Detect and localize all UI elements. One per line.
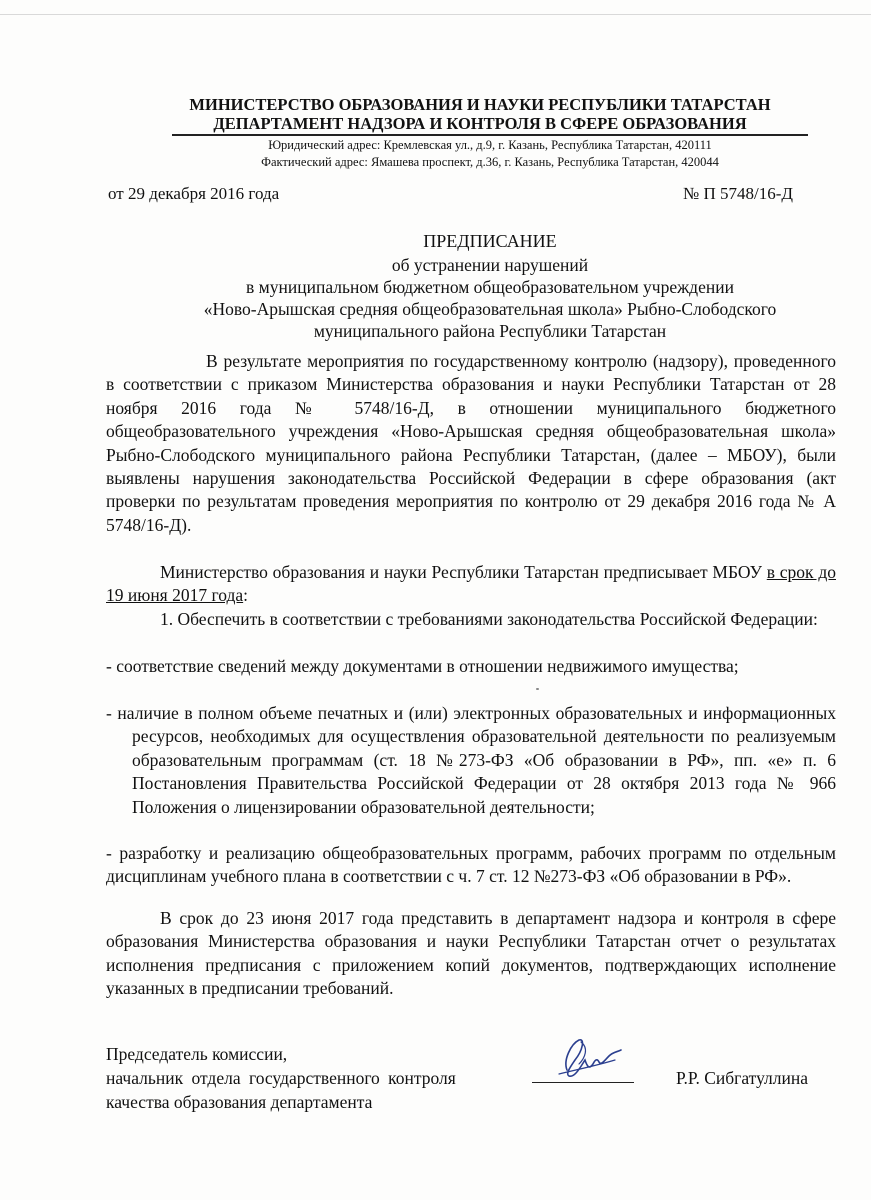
- document-title: ПРЕДПИСАНИЕ: [423, 231, 557, 251]
- title-line-4: муниципального района Республики Татарстан: [313, 321, 667, 341]
- title-line-2: в муниципальном бюджетном общеобразовательном учреждении: [246, 277, 734, 297]
- signer-role-2: начальник отдела государственного контроля: [106, 1068, 456, 1088]
- signer-name: Р.Р. Сибгатуллина: [676, 1068, 809, 1088]
- document-number: № П 5748/16-Д: [683, 184, 793, 203]
- order-text: Министерство образования и науки Республики Татарстан предписывает МБОУ: [160, 562, 767, 582]
- item-1: 1. Обеспечить в соответствии с требованиями законодательства Российской Федерации:: [160, 609, 818, 629]
- bullet-resources: - наличие в полном объеме печатных и (или) электронных образовательных и информационных ресурсов, необходимых для осуществления образовательной деятельности по реализуемым образовательным программам (ст. 18 №273-ФЗ «Об образовании в РФ», пп. «е» п. 6 Постановления Правительства Российской Федерации от 28 октября 2013 года № 966 Положения о лицензировании образовательной деятельности;: [106, 703, 836, 817]
- signer-role-3: качества образования департамента: [106, 1092, 373, 1112]
- scan-edge-line: [0, 14, 871, 15]
- paragraph-report: В срок до 23 июня 2017 года представить в департамент надзора и контроля в сфере образования Министерства образования и науки Республики Татарстан отчет о результатах исполнения предписания с приложением копий документов, подтверждающих исполнение указанных в предписании требований.: [106, 908, 836, 999]
- signature-line: [532, 1082, 634, 1083]
- order-colon: :: [243, 585, 249, 606]
- department-heading: ДЕПАРТАМЕНТ НАДЗОРА И КОНТРОЛЯ В СФЕРЕ ОБРАЗОВАНИЯ: [213, 114, 747, 133]
- header-divider: [172, 134, 808, 136]
- handwritten-signature: [545, 1030, 625, 1086]
- paragraph-intro: В результате мероприятия по государственному контролю (надзору), проведенного в соответствии с приказом Министерства образования и науки Республики Татарстан от 28 ноября 2016 года № 5748/16-Д, в отношении муниципального бюджетного общеобразовательного учреждения «Ново-Арышская средняя общеобразовательная школа» Рыбно-Слободского муниципального района Республики Татарстан, (далее – МБОУ), были выявлены нарушения законодательства Российской Федерации в сфере образования (акт проверки по результатам проведения мероприятия по контролю от 29 декабря 2016 года № А 5748/16-Д).: [106, 351, 836, 535]
- actual-address: Фактический адрес: Ямашева проспект, д.36, г. Казань, Республика Татарстан, 420044: [261, 155, 719, 169]
- order-deadline: в срок до 19 июня 2017 года: [106, 562, 836, 606]
- list-item: [106, 655, 836, 678]
- ministry-heading: МИНИСТЕРСТВО ОБРАЗОВАНИЯ И НАУКИ РЕСПУБЛИКИ ТАТАРСТАН: [189, 95, 771, 114]
- bullet-programs: - разработку и реализацию общеобразовательных программ, рабочих программ по отдельным дисциплинам учебного плана в соответствии с ч. 7 ст. 12 №273-ФЗ «Об образовании в РФ».: [106, 843, 836, 887]
- list-item: [106, 702, 836, 819]
- document-date: от 29 декабря 2016 года: [108, 184, 280, 203]
- signer-role-1: Председатель комиссии,: [106, 1044, 288, 1064]
- paragraph-order: [106, 561, 836, 608]
- title-line-3: «Ново-Арышская средняя общеобразовательная школа» Рыбно-Слободского: [203, 299, 777, 319]
- legal-address: Юридический адрес: Кремлевская ул., д.9, г. Казань, Республика Татарстан, 420111: [268, 138, 712, 152]
- bullet-property: - соответствие сведений между документами в отношении недвижимого имущества;: [106, 656, 739, 676]
- title-line-1: об устранении нарушений: [391, 255, 589, 275]
- scan-speck: [536, 688, 539, 690]
